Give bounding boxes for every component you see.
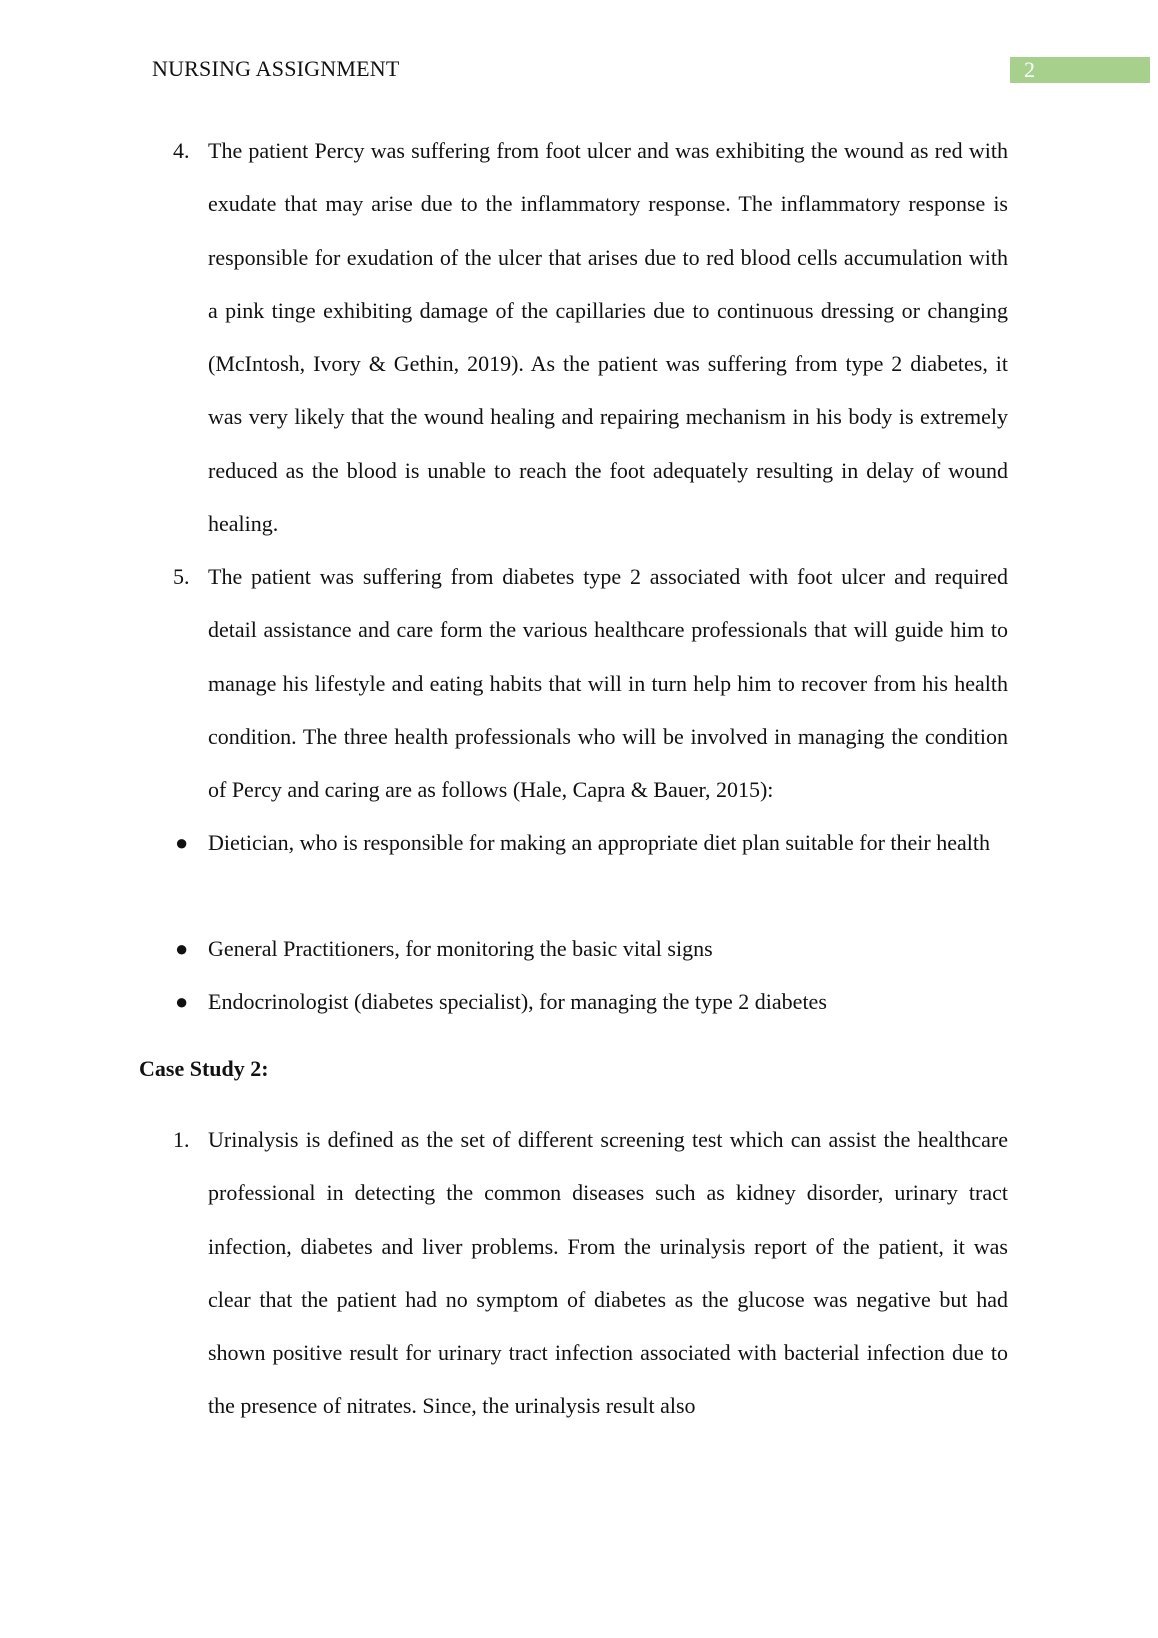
header-title: NURSING ASSIGNMENT bbox=[152, 56, 400, 81]
section-heading: Case Study 2: bbox=[139, 1056, 269, 1081]
page-number-box bbox=[1010, 57, 1150, 83]
bullet-item: Dietician, who is responsible for making an appropriate diet plan suitable for their health bbox=[208, 830, 990, 855]
bullet-icon: ● bbox=[175, 830, 189, 855]
page-number: 2 bbox=[1024, 57, 1035, 82]
list-item: The patient was suffering from diabetes type 2 associated with foot ulcer and required detail assistance and care form the various healthcare professionals that will guide him to manage his lifestyle and eating habits that will in turn help him to recover from his health condition. The three health professionals who will be involved in managing the condition of Percy and caring are as follows (Hale, Capra & Bauer, 2015): bbox=[208, 564, 1008, 803]
bullet-item: General Practitioners, for monitoring the basic vital signs bbox=[208, 936, 713, 961]
bullet-item: Endocrinologist (diabetes specialist), for managing the type 2 diabetes bbox=[208, 989, 827, 1014]
list-item: Urinalysis is defined as the set of different screening test which can assist the healthcare professional in detecting the common diseases such as kidney disorder, urinary tract infection, diabetes and liver problems. From the urinalysis report of the patient, it was clear that the patient had no symptom of diabetes as the glucose was negative but had shown positive result for urinary tract infection associated with bacterial infection due to the presence of nitrates. Since, the urinalysis result also bbox=[208, 1127, 1008, 1419]
bullet-icon: ● bbox=[175, 989, 189, 1014]
list-marker: 5. bbox=[173, 564, 190, 589]
list-item: The patient Percy was suffering from foot ulcer and was exhibiting the wound as red with exudate that may arise due to the inflammatory response. The inflammatory response is responsible for exudation of the ulcer that arises due to red blood cells accumulation with a pink tinge exhibiting damage of the capillaries due to continuous dressing or changing (McIntosh, Ivory & Gethin, 2019). As the patient was suffering from type 2 diabetes, it was very likely that the wound healing and repairing mechanism in his body is extremely reduced as the blood is unable to reach the foot adequately resulting in delay of wound healing. bbox=[208, 138, 1008, 537]
list-marker: 1. bbox=[173, 1127, 190, 1152]
bullet-icon: ● bbox=[175, 936, 189, 961]
list-marker: 4. bbox=[173, 138, 190, 163]
